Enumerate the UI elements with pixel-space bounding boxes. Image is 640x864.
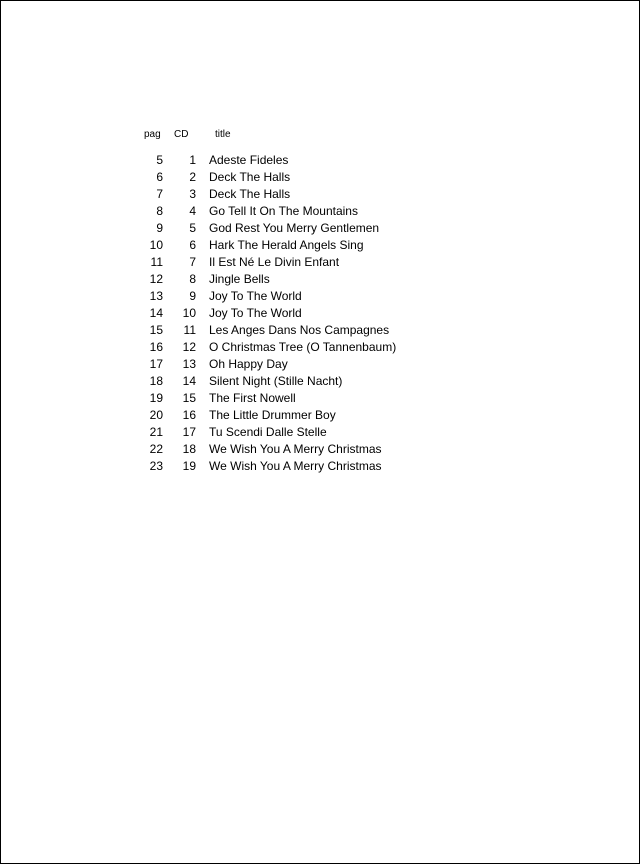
- cell-pag: 22: [149, 442, 163, 456]
- header-cd: CD: [174, 129, 189, 140]
- cell-pag: 17: [149, 357, 163, 371]
- table-row: [139, 390, 396, 407]
- cell-pag: 18: [149, 374, 163, 388]
- cell-pag: 9: [156, 221, 163, 235]
- cell-title: God Rest You Merry Gentlemen: [209, 221, 380, 235]
- cell-cd: 16: [182, 408, 196, 422]
- table-row: [139, 305, 396, 322]
- cell-pag: 12: [149, 272, 163, 286]
- table-row: [139, 407, 396, 424]
- cell-pag: 13: [149, 289, 163, 303]
- cell-pag: 19: [149, 391, 163, 405]
- cell-title: O Christmas Tree (O Tannenbaum): [209, 340, 397, 354]
- cell-pag: 11: [150, 255, 163, 269]
- cell-pag: 16: [149, 340, 163, 354]
- cell-title: Deck The Halls: [209, 170, 291, 184]
- cell-title: Go Tell It On The Mountains: [209, 204, 358, 218]
- cell-cd: 1: [189, 153, 196, 167]
- cell-cd: 3: [189, 187, 196, 201]
- cell-cd: 5: [189, 221, 196, 235]
- cell-pag: 6: [156, 170, 163, 184]
- cell-title: Hark The Herald Angels Sing: [209, 238, 364, 252]
- table-row: [139, 356, 396, 373]
- table-row: [139, 339, 396, 356]
- cell-title: Joy To The World: [209, 306, 302, 320]
- table-row: [139, 254, 396, 271]
- table-row: [139, 458, 396, 475]
- cell-title: Adeste Fideles: [209, 153, 289, 167]
- cell-cd: 8: [189, 272, 196, 286]
- cell-cd: 14: [182, 374, 196, 388]
- cell-title: Deck The Halls: [209, 187, 291, 201]
- table-row: [139, 203, 396, 220]
- table-row: [139, 288, 396, 305]
- cell-title: Joy To The World: [209, 289, 302, 303]
- table-row: [139, 220, 396, 237]
- table-row: [139, 441, 396, 458]
- cell-cd: 13: [182, 357, 196, 371]
- table-row: [139, 424, 396, 441]
- track-index-table: [139, 126, 396, 475]
- cell-cd: 12: [182, 340, 196, 354]
- table-row: [139, 152, 396, 169]
- cell-title: Tu Scendi Dalle Stelle: [209, 425, 327, 439]
- cell-pag: 20: [149, 408, 163, 422]
- header-pag: pag: [144, 129, 161, 140]
- table-row: [139, 322, 396, 339]
- header-title: title: [215, 129, 231, 140]
- table-row: [139, 169, 396, 186]
- table-row: [139, 186, 396, 203]
- cell-cd: 6: [189, 238, 196, 252]
- cell-title: The First Nowell: [209, 391, 296, 405]
- cell-pag: 8: [156, 204, 163, 218]
- cell-cd: 2: [189, 170, 196, 184]
- cell-title: Les Anges Dans Nos Campagnes: [209, 323, 390, 337]
- cell-pag: 10: [149, 238, 163, 252]
- cell-title: Il Est Né Le Divin Enfant: [209, 255, 340, 269]
- cell-title: We Wish You A Merry Christmas: [209, 442, 382, 456]
- table-body: [139, 152, 396, 475]
- cell-title: Oh Happy Day: [209, 357, 288, 371]
- cell-title: The Little Drummer Boy: [209, 408, 336, 422]
- table-row: [139, 271, 396, 288]
- cell-pag: 21: [149, 425, 163, 439]
- cell-cd: 15: [182, 391, 196, 405]
- cell-cd: 18: [182, 442, 196, 456]
- cell-pag: 14: [149, 306, 163, 320]
- cell-cd: 10: [182, 306, 196, 320]
- cell-cd: 11: [183, 323, 196, 337]
- cell-cd: 9: [189, 289, 196, 303]
- table-row: [139, 373, 396, 390]
- cell-pag: 5: [156, 153, 163, 167]
- table-row: [139, 237, 396, 254]
- cell-pag: 7: [156, 187, 163, 201]
- cell-pag: 23: [149, 459, 163, 473]
- cell-cd: 19: [182, 459, 196, 473]
- cell-pag: 15: [149, 323, 163, 337]
- cell-title: Silent Night (Stille Nacht): [209, 374, 343, 388]
- cell-cd: 4: [189, 204, 196, 218]
- cell-title: Jingle Bells: [209, 272, 270, 286]
- cell-cd: 17: [182, 425, 196, 439]
- cell-cd: 7: [189, 255, 196, 269]
- table-header: [139, 126, 396, 144]
- cell-title: We Wish You A Merry Christmas: [209, 459, 382, 473]
